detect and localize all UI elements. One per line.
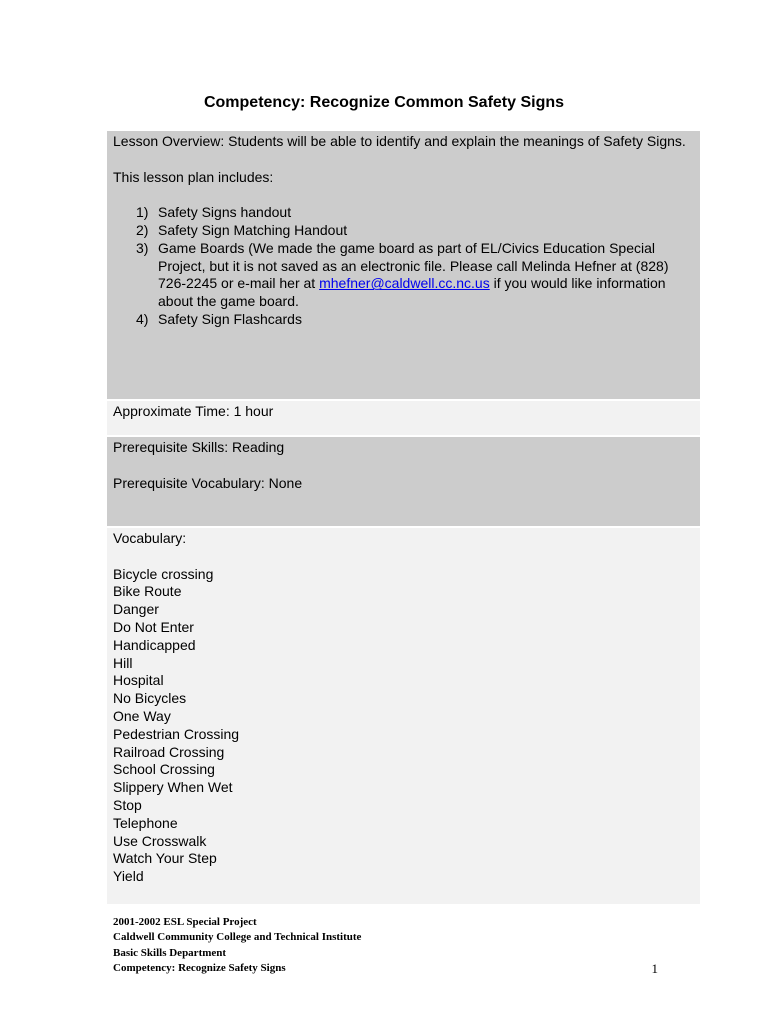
list-item-number: 2) [136,221,149,238]
vocabulary-list [113,566,694,886]
lesson-includes-label: This lesson plan includes: [113,168,274,185]
page-footer [113,915,658,976]
vocabulary-word: One Way [113,707,171,724]
vocabulary-word: Telephone [113,814,178,831]
list-item-number: 3) [136,239,149,256]
list-item [113,240,694,311]
list-item-number: 1) [136,204,149,221]
footer-line: Basic Skills Department [113,946,227,959]
vocabulary-word: Yield [113,868,144,885]
vocabulary-word: Pedestrian Crossing [113,725,240,742]
vocabulary-word: Do Not Enter [113,618,194,635]
vocabulary-word: Slippery When Wet [113,779,233,796]
lesson-plan-list [113,204,694,329]
vocabulary-word: School Crossing [113,761,215,778]
list-item-text: Safety Sign Matching Handout [158,221,348,238]
footer-line: Caldwell Community College and Technical Institute [113,931,362,944]
vocabulary-word: Use Crosswalk [113,832,207,849]
list-item [113,222,694,240]
vocabulary-label: Vocabulary: [113,530,187,546]
vocabulary-word: Hill [113,654,133,671]
vocabulary-word: Handicapped [113,636,196,653]
list-item [113,204,694,222]
footer-line: Competency: Recognize Safety Signs [113,961,286,974]
vocabulary-word: No Bicycles [113,690,187,707]
lesson-overview-section [107,131,700,399]
lesson-overview-text: Lesson Overview: Students will be able to identify and explain the meanings of Safety Signs. [113,133,686,149]
list-item-text: Safety Sign Flashcards [158,310,302,327]
footer-line: 2001-2002 ESL Special Project [113,916,257,928]
prerequisites-section [107,437,700,526]
vocabulary-word: Watch Your Step [113,850,217,867]
vocabulary-section [107,528,700,904]
vocabulary-word: Hospital [113,672,164,689]
list-item [113,311,694,329]
list-item-text: if you would like information about the game board. [158,275,666,310]
vocabulary-word: Danger [113,601,159,618]
list-item-text: Game Boards (We made the game board as part of EL/Civics Education Special Project, but it is not saved as an electronic file. Please call Melinda Hefner at (828) 726-2245 or e-mail her at [158,239,669,292]
prerequisite-skills-text: Prerequisite Skills: Reading [113,439,285,455]
list-item-number: 4) [136,310,149,327]
vocabulary-word: Bicycle crossing [113,565,214,582]
list-item-text: Safety Signs handout [158,204,292,221]
vocabulary-word: Railroad Crossing [113,743,225,760]
email-link[interactable]: mhefner@caldwell.cc.nc.us [319,275,490,292]
approximate-time-text: Approximate Time: 1 hour [113,403,274,419]
prerequisite-vocabulary-text: Prerequisite Vocabulary: None [113,474,303,491]
vocabulary-word: Bike Route [113,583,182,600]
vocabulary-word: Stop [113,796,142,813]
page-number: 1 [651,960,658,976]
page-title: Competency: Recognize Common Safety Signs [203,94,565,111]
approximate-time-section [107,401,700,435]
